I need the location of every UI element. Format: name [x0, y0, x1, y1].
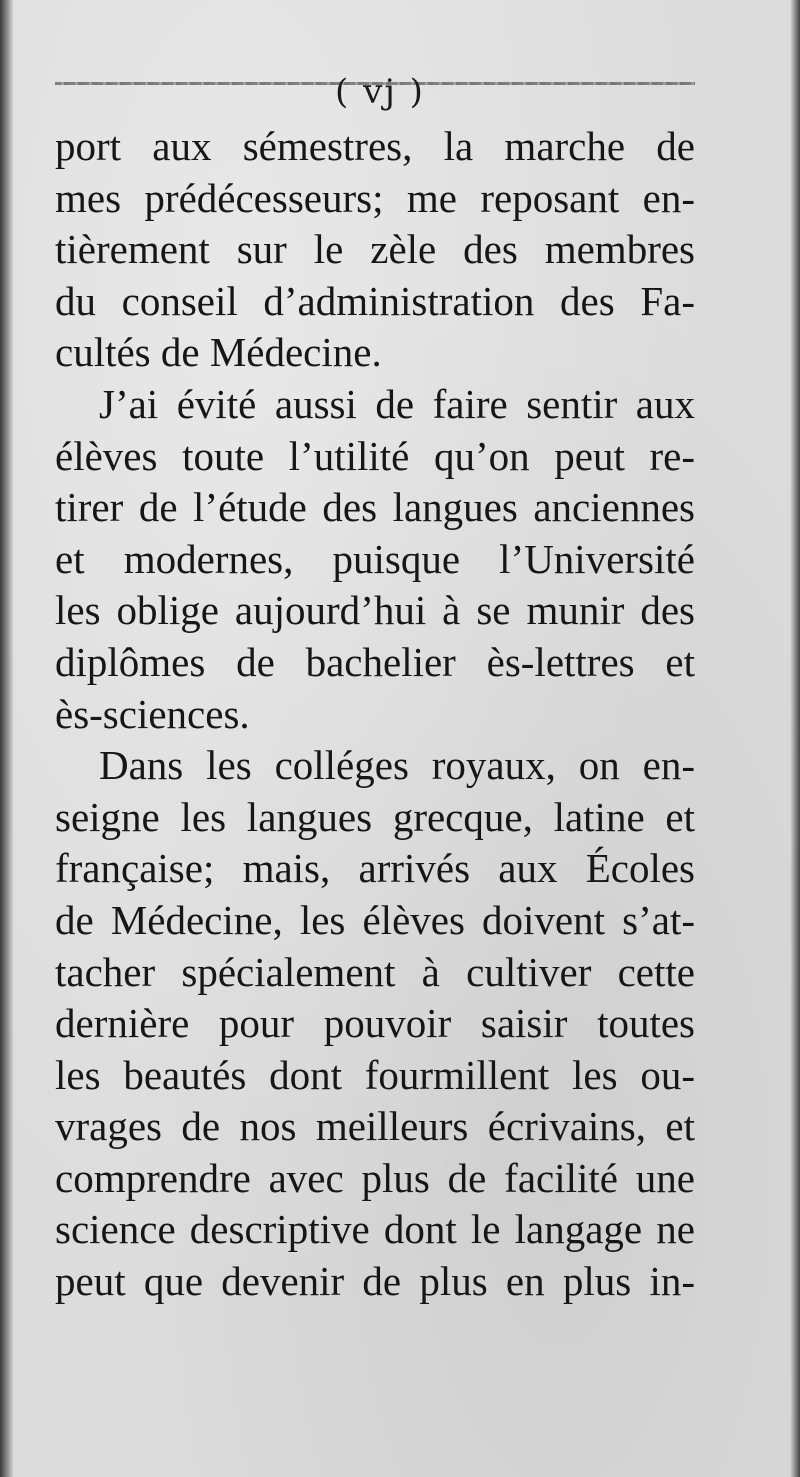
page-edge-shadow — [790, 0, 800, 1477]
page-number: ( vj ) — [335, 72, 425, 112]
text-line: les oblige aujourd’hui à se munir des — [55, 587, 695, 634]
paragraph-start-line: J’ai évité aussi de faire sentir aux — [99, 380, 695, 427]
text-line: du conseil d’administration des Fa- — [55, 277, 695, 324]
text-line: dernière pour pouvoir saisir toutes — [55, 1000, 695, 1047]
text-line: élèves toute l’utilité qu’on peut re- — [55, 432, 695, 479]
text-line: comprendre avec plus de facilité une — [55, 1154, 695, 1201]
text-line: diplômes de bachelier ès-lettres et — [55, 638, 695, 685]
text-line: française; mais, arrivés aux Écoles — [55, 845, 695, 892]
text-line: tirer de l’étude des langues anciennes — [55, 484, 695, 531]
text-line: science descriptive dont le langage ne — [55, 1206, 695, 1253]
text-line: les beautés dont fourmillent les ou- — [55, 1051, 695, 1098]
text-line: tièrement sur le zèle des membres — [55, 226, 695, 273]
text-line: ès-sciences. — [55, 690, 250, 737]
text-line: cultés de Médecine. — [55, 329, 382, 376]
text-line: et modernes, puisque l’Université — [55, 535, 695, 582]
text-line: seigne les langues grecque, latine et — [55, 793, 695, 840]
text-line: de Médecine, les élèves doivent s’at- — [55, 896, 695, 943]
paragraph-start-line: Dans les colléges royaux, on en- — [99, 742, 695, 789]
text-line: tacher spécialement à cultiver cette — [55, 948, 695, 995]
body-text — [55, 121, 695, 1308]
page-gutter-shadow — [0, 0, 14, 1477]
text-line: peut que devenir de plus en plus in- — [55, 1258, 695, 1305]
text-line: port aux sémestres, la marche de — [55, 123, 695, 169]
text-line: vrages de nos meilleurs écrivains, et — [55, 1103, 695, 1150]
text-line: mes prédécesseurs; me reposant en- — [55, 174, 695, 221]
